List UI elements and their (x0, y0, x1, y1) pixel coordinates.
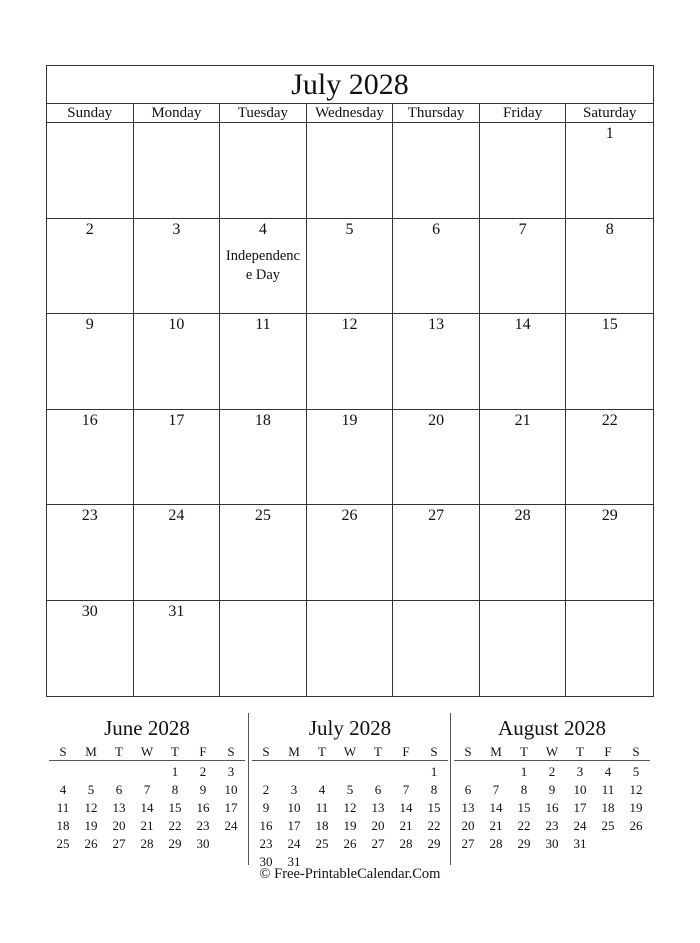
day-number: 22 (601, 411, 618, 429)
day-number: 29 (601, 507, 618, 524)
mini-day-number: 2 (262, 782, 270, 797)
mini-day-number (454, 763, 482, 781)
mini-day-number: 14 (399, 800, 413, 815)
mini-day-number: 21 (489, 818, 503, 833)
mini-day-number: 4 (318, 782, 326, 797)
day-cell (47, 601, 134, 697)
main-calendar (46, 65, 654, 697)
mini-day-number: 13 (371, 800, 385, 815)
mini-calendar-august (454, 716, 650, 853)
mini-day-number: 3 (576, 764, 584, 779)
mini-day-number: 26 (629, 818, 643, 833)
mini-calendar-title: June 2028 (104, 716, 190, 740)
day-number: 23 (81, 507, 98, 524)
day-cell (480, 314, 567, 410)
day-number: 28 (514, 507, 531, 524)
day-number: 26 (341, 507, 358, 524)
day-number: 12 (341, 316, 358, 333)
mini-day-number: 21 (140, 818, 154, 833)
mini-day-number: 29 (517, 836, 531, 851)
day-cell (47, 123, 134, 219)
mini-day-number: 3 (227, 764, 235, 779)
day-number: 4 (258, 220, 267, 238)
mini-day-number: 24 (573, 818, 587, 833)
calendar-grid (47, 104, 653, 696)
mini-day-number: 25 (56, 836, 70, 851)
mini-day-number: 8 (520, 782, 528, 797)
mini-calendar-grid (252, 743, 448, 871)
mini-day-number: 16 (196, 800, 210, 815)
mini-day-number: 11 (315, 800, 329, 815)
mini-day-number: 6 (464, 782, 472, 797)
mini-weekday-header: S (420, 743, 448, 761)
day-number: 16 (81, 411, 98, 429)
mini-day-number (482, 763, 510, 781)
mini-weekday-header: T (105, 743, 133, 761)
mini-calendar-title: July 2028 (308, 716, 392, 740)
mini-weekday-header: T (308, 743, 336, 761)
day-cell (480, 505, 567, 601)
day-cell (393, 601, 480, 697)
mini-day-number: 27 (461, 836, 475, 851)
mini-day-number: 16 (545, 800, 559, 815)
mini-day-number: 4 (604, 764, 612, 779)
mini-day-number: 13 (112, 800, 126, 815)
mini-day-number: 5 (87, 782, 95, 797)
day-cell (566, 219, 653, 315)
divider (450, 713, 451, 865)
day-number: 1 (605, 125, 614, 142)
mini-day-number: 30 (196, 836, 210, 851)
mini-day-number: 19 (84, 818, 98, 833)
mini-day-number (364, 763, 392, 781)
mini-calendar-grid (454, 743, 650, 853)
day-cell (134, 505, 221, 601)
mini-day-number: 9 (199, 782, 207, 797)
day-cell (220, 601, 307, 697)
mini-weekday-header: T (161, 743, 189, 761)
mini-day-number: 18 (56, 818, 70, 833)
day-cell (47, 219, 134, 315)
weekday-header: Friday (480, 104, 567, 123)
mini-day-number: 9 (262, 800, 270, 815)
day-number: 21 (514, 411, 531, 429)
mini-day-number: 25 (315, 836, 329, 851)
copyright-text: © Free-PrintableCalendar.Com (259, 866, 441, 882)
mini-day-number: 22 (168, 818, 182, 833)
mini-day-number: 1 (430, 764, 438, 779)
mini-weekday-header: T (510, 743, 538, 761)
mini-day-number: 17 (224, 800, 238, 815)
mini-day-number: 20 (371, 818, 385, 833)
mini-day-number: 1 (520, 764, 528, 779)
day-cell (220, 314, 307, 410)
day-cell (307, 219, 394, 315)
mini-day-number: 2 (199, 764, 207, 779)
holiday-label: Independence Day (225, 247, 300, 283)
day-cell (566, 314, 653, 410)
mini-day-number: 15 (427, 800, 441, 815)
mini-calendar-grid (49, 743, 245, 853)
mini-day-number: 7 (143, 782, 151, 797)
mini-day-number: 25 (601, 818, 615, 833)
mini-day-number: 12 (629, 782, 643, 797)
day-number: 30 (81, 602, 98, 620)
mini-day-number: 11 (601, 782, 615, 797)
mini-day-number: 19 (343, 818, 357, 833)
mini-weekday-header: S (454, 743, 482, 761)
mini-weekday-header: S (252, 743, 280, 761)
mini-day-number (252, 763, 280, 781)
mini-day-number: 26 (84, 836, 98, 851)
mini-day-number: 15 (168, 800, 182, 815)
divider (248, 713, 249, 865)
day-cell (393, 123, 480, 219)
mini-weekday-header: F (189, 743, 217, 761)
day-cell (307, 505, 394, 601)
mini-day-number: 6 (374, 782, 382, 797)
day-cell (134, 601, 221, 697)
day-number: 14 (514, 316, 531, 333)
day-cell (393, 314, 480, 410)
day-number: 25 (254, 507, 271, 524)
day-number: 5 (345, 220, 354, 238)
mini-day-number: 5 (346, 782, 354, 797)
day-number: 13 (428, 316, 445, 333)
mini-day-number: 28 (489, 836, 503, 851)
mini-day-number: 7 (402, 782, 410, 797)
day-number: 27 (428, 507, 445, 524)
mini-day-number: 24 (224, 818, 238, 833)
day-cell (393, 505, 480, 601)
mini-day-number (133, 763, 161, 781)
mini-calendar-june (49, 716, 245, 853)
mini-day-number: 23 (259, 836, 273, 851)
day-cell (393, 219, 480, 315)
day-number: 2 (85, 220, 94, 238)
day-number: 15 (601, 316, 618, 333)
mini-day-number: 30 (259, 854, 273, 869)
mini-day-number: 7 (492, 782, 500, 797)
day-number: 7 (518, 220, 527, 238)
mini-day-number: 12 (343, 800, 357, 815)
day-cell (134, 219, 221, 315)
mini-day-number: 22 (427, 818, 441, 833)
day-number: 17 (168, 411, 185, 429)
mini-day-number: 20 (461, 818, 475, 833)
day-cell (134, 123, 221, 219)
day-cell (566, 505, 653, 601)
mini-day-number: 15 (517, 800, 531, 815)
mini-day-number (336, 763, 364, 781)
mini-day-number: 1 (171, 764, 179, 779)
mini-day-number: 10 (224, 782, 238, 797)
day-cell (480, 123, 567, 219)
mini-weekday-header: F (594, 743, 622, 761)
mini-day-number: 10 (573, 782, 587, 797)
day-cell (220, 410, 307, 506)
day-cell (307, 314, 394, 410)
mini-day-number: 31 (573, 836, 587, 851)
mini-calendar-july (252, 716, 448, 871)
day-cell (566, 410, 653, 506)
day-number: 6 (432, 220, 441, 238)
mini-day-number: 9 (548, 782, 556, 797)
mini-day-number: 11 (56, 800, 70, 815)
mini-day-number: 29 (168, 836, 182, 851)
mini-day-number: 17 (573, 800, 587, 815)
mini-day-number: 18 (315, 818, 329, 833)
mini-day-number: 10 (287, 800, 301, 815)
mini-day-number (392, 763, 420, 781)
mini-day-number: 20 (112, 818, 126, 833)
mini-weekday-header: F (392, 743, 420, 761)
mini-day-number: 14 (140, 800, 154, 815)
day-number: 9 (85, 316, 94, 333)
mini-day-number: 8 (171, 782, 179, 797)
day-number: 31 (168, 602, 185, 620)
mini-day-number: 19 (629, 800, 643, 815)
mini-day-number: 4 (59, 782, 67, 797)
mini-day-number (217, 835, 245, 853)
day-number: 18 (254, 411, 271, 429)
mini-weekday-header: M (482, 743, 510, 761)
mini-weekday-header: S (49, 743, 77, 761)
day-number: 8 (605, 220, 614, 238)
day-cell (220, 219, 307, 315)
mini-weekday-header: S (622, 743, 650, 761)
mini-day-number (622, 835, 650, 853)
day-cell (480, 601, 567, 697)
mini-weekday-header: T (364, 743, 392, 761)
mini-weekday-header: W (133, 743, 161, 761)
mini-day-number: 28 (399, 836, 413, 851)
mini-day-number: 27 (112, 836, 126, 851)
day-cell (566, 123, 653, 219)
mini-day-number (308, 763, 336, 781)
mini-weekday-header: S (217, 743, 245, 761)
day-number: 19 (341, 411, 358, 429)
mini-day-number (105, 763, 133, 781)
calendar-title: July 2028 (47, 66, 653, 104)
day-cell (134, 410, 221, 506)
mini-day-number: 12 (84, 800, 98, 815)
weekday-header: Wednesday (307, 104, 394, 123)
mini-weekday-header: T (566, 743, 594, 761)
mini-day-number: 14 (489, 800, 503, 815)
mini-day-number: 31 (287, 854, 301, 869)
mini-day-number (594, 835, 622, 853)
mini-day-number: 23 (545, 818, 559, 833)
mini-weekday-header: W (538, 743, 566, 761)
weekday-header: Monday (134, 104, 221, 123)
day-cell (393, 410, 480, 506)
weekday-header: Saturday (566, 104, 653, 123)
mini-day-number: 17 (287, 818, 301, 833)
day-cell (307, 123, 394, 219)
day-number: 24 (168, 507, 185, 524)
weekday-header: Sunday (47, 104, 134, 123)
mini-day-number: 16 (259, 818, 273, 833)
mini-day-number: 24 (287, 836, 301, 851)
weekday-header: Thursday (393, 104, 480, 123)
mini-day-number: 13 (461, 800, 475, 815)
day-cell (47, 410, 134, 506)
mini-day-number: 26 (343, 836, 357, 851)
mini-day-number: 6 (115, 782, 123, 797)
mini-day-number: 29 (427, 836, 441, 851)
mini-weekday-header: M (77, 743, 105, 761)
mini-day-number: 8 (430, 782, 438, 797)
day-cell (134, 314, 221, 410)
mini-day-number: 28 (140, 836, 154, 851)
mini-day-number: 23 (196, 818, 210, 833)
mini-day-number: 2 (548, 764, 556, 779)
day-number: 10 (168, 316, 185, 333)
mini-day-number: 18 (601, 800, 615, 815)
day-cell (220, 505, 307, 601)
mini-weekday-header: W (336, 743, 364, 761)
day-cell (307, 410, 394, 506)
mini-day-number: 3 (290, 782, 298, 797)
mini-day-number (77, 763, 105, 781)
mini-calendar-title: August 2028 (498, 716, 606, 740)
mini-day-number: 22 (517, 818, 531, 833)
mini-day-number: 5 (632, 764, 640, 779)
day-cell (307, 601, 394, 697)
day-number: 3 (172, 220, 181, 238)
day-cell (480, 219, 567, 315)
mini-day-number (49, 763, 77, 781)
day-cell (480, 410, 567, 506)
weekday-header: Tuesday (220, 104, 307, 123)
mini-day-number (280, 763, 308, 781)
day-cell (47, 505, 134, 601)
mini-day-number: 30 (545, 836, 559, 851)
mini-weekday-header: M (280, 743, 308, 761)
day-number: 11 (255, 316, 271, 333)
day-cell (47, 314, 134, 410)
day-cell (566, 601, 653, 697)
mini-day-number: 21 (399, 818, 413, 833)
day-number: 20 (428, 411, 445, 429)
mini-day-number: 27 (371, 836, 385, 851)
day-cell (220, 123, 307, 219)
